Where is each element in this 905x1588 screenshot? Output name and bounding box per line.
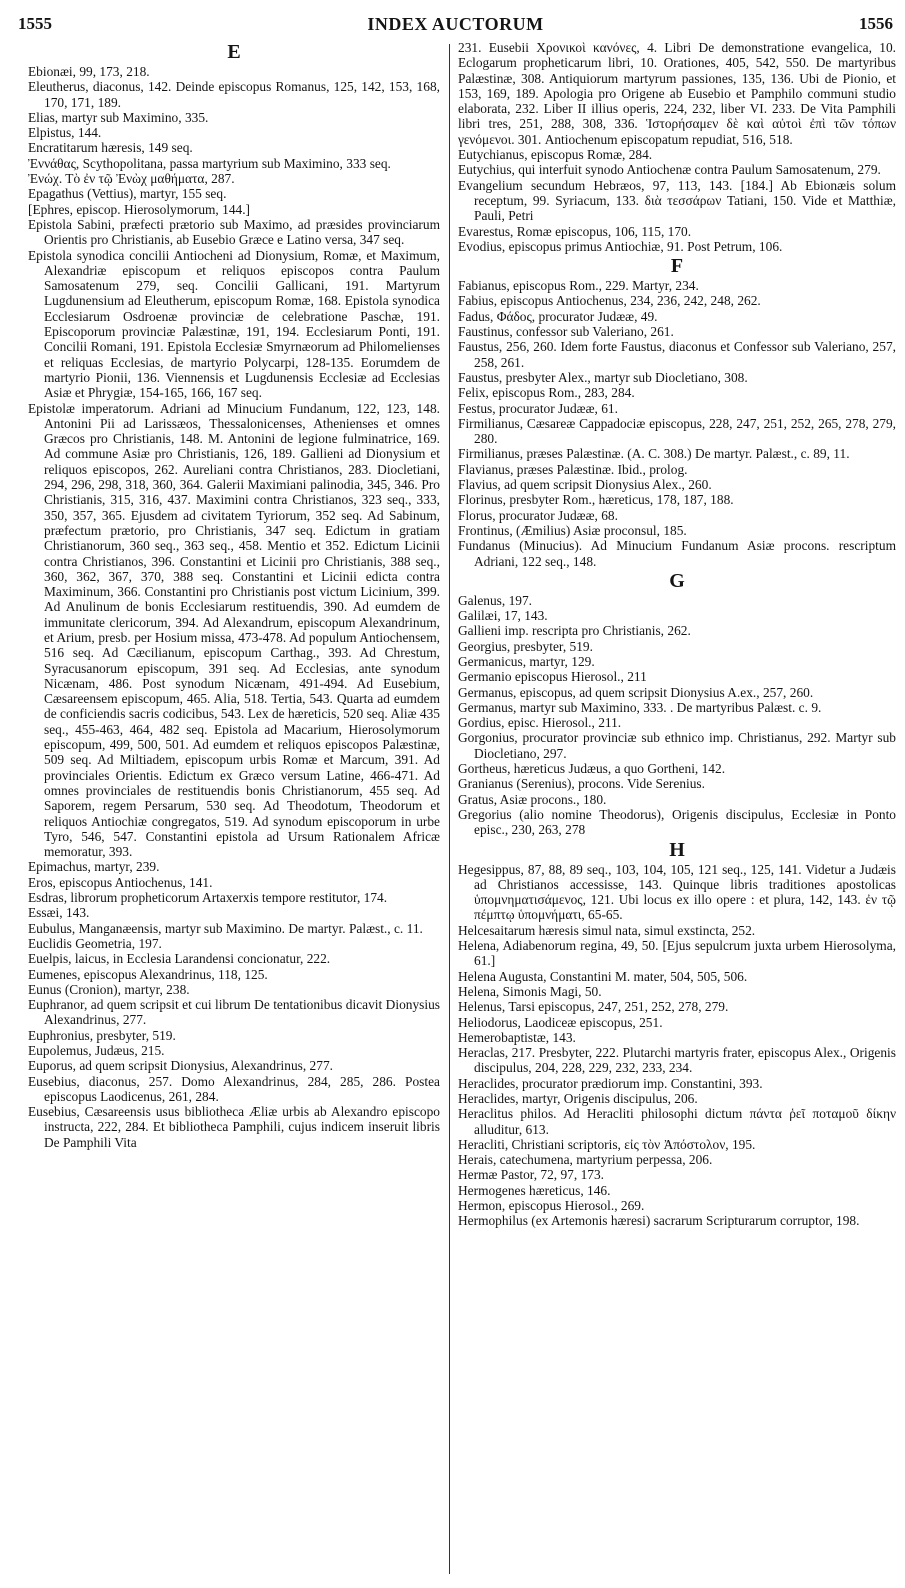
section-letter-h: H [669,838,685,861]
index-entry: Gallieni imp. rescripta pro Christianis, 262. [458,623,691,639]
index-entry: Germanicus, martyr, 129. [458,653,595,669]
index-entry: Euelpis, laicus, in Ecclesia Larandensi concionatur, 222. [28,951,331,967]
index-entry: Herais, catechumena, martyrium perpessa, 206. [458,1152,713,1168]
index-entry: Evangelium secundum Hebræos, 97, 113, 143. [184.] Ab Ebionæis solum receptum, 99. Syriacum, 133. διὰ τεσσάρων Tatiani, 150. Vide et Matthiæ, Pauli, Petri [458,177,896,224]
index-entry: Eusebius, Cæsareensis usus bibliotheca Æliæ urbis ab Alexandro episcopo instructa, 222, 284. Et bibliotheca Pamphili, cujus indicem inseruit libris De Pamphili Vita [28,1104,440,1150]
index-entry: Ἐννάθας, Scythopolitana, passa martyrium sub Maximino, 333 seq. [28,155,391,171]
page-number-right: 1556 [859,14,893,33]
section-letter-f: F [670,255,684,278]
index-entry: Epistola synodica concilii Antiocheni ad Dionysium, Romæ, et Maximum, Alexandriæ episcopum et reliquos episcopos contra Paulum Samosatenum 279, seq. Concilii Gallicani, 191. Martyrum Lugdunensium ad Eleutherum, episcopum Romæ, 168. Epistola synodica Ecclesiarum Osdroenæ provinciæ de celebratione Paschæ, 191. Episcoporum provinciæ Palæstinæ, 191, 194. Ecclesiarum Ponti, 191. Concilii Romani, 191. Epistola Ecclesiæ Smyrnæorum ad Philomelienses et reliquas Ecclesias, de martyrio Polycarpi, 128-135. Eorumdem de martyrio Pionii, 136. Viennensis et Lugdunensis Ecclesiæ ad Ecclesias Asiæ et Phrygiæ, 154-165, 166, 167 seq. [28,247,440,401]
index-entry: Evodius, episcopus primus Antiochiæ, 91. Post Petrum, 106. [458,238,783,254]
index-entry: Esdras, librorum propheticorum Artaxerxis tempore restitutor, 174. [28,890,388,906]
index-entry: Heraclitus philos. Ad Heracliti philosophi dictum πάντα ῥεῖ ποταμοῦ δίκην alluditur, 613. [458,1106,896,1137]
page-number-left: 1555 [18,14,52,33]
index-entry: Heraclides, martyr, Origenis discipulus, 206. [458,1091,698,1106]
index-entry: Encratitarum hæresis, 149 seq. [28,140,193,156]
index-entry: Euphranor, ad quem scripsit et cui librum De tentationibus dicavit Dionysius Alexandrinus, 277. [28,997,440,1028]
index-entry: Galenus, 197. [458,592,533,608]
index-entry: Florinus, presbyter Rom., hæreticus, 178, 187, 188. [458,492,734,508]
e-entry-list [28,64,440,1150]
index-entry: Firmilianus, præses Palæstinæ. (A. C. 308.) De martyr. Palæst., c. 89, 11. [458,446,850,462]
index-entry: Eunus (Cronion), martyr, 238. [28,981,190,997]
section-letter-e: E [227,41,241,63]
index-entry: Essæi, 143. [28,905,90,921]
index-entry: Eubulus, Manganæensis, martyr sub Maximino. De martyr. Palæst., c. 11. [28,920,423,936]
index-entry: Fadus, Φάδος, procurator Judææ, 49. [458,308,658,324]
index-entry: Hermogenes hæreticus, 146. [458,1182,611,1198]
index-entry: Helena, Simonis Magi, 50. [458,983,602,999]
index-entry: Eutychius, qui interfuit synodo Antiochenæ contra Paulum Samosatenum, 279. [458,162,881,178]
index-entry: Epistola Sabini, præfecti prætorio sub Maximo, ad præsides provinciarum Orientis pro Christianis, ab Eusebio Græce e Latino versa, 347 seq. [28,216,440,248]
index-entry: Epistolæ imperatorum. Adriani ad Minucium Fundanum, 122, 123, 148. Antonini Pii ad Larissæos, Thessalonicenses, Athenienses et omnes Græcos pro Christianis, 148. M. Antonini de legione fulminatrice, 169. Ad commune Asiæ pro Christianis, 126, 189. Gallieni ad Dionysium et reliquos episcopos, 262. Aureliani contra Christianos, 283. Diocletiani, 294, 296, 298, 318, 360, 364. Galerii Maximiani palinodia, 345, 346. Pro Christianis, 315, 316, 437. Maximini contra Christianos, 323 seq., 333, 350, 357, 365. Ejusdem ad civitatem Tyriorum, 352 seq. Ad Sabinum, præfectum prætorio, pro Christianis, 347 seq. Edictum in gratiam Christianorum, 360 seq., 363 seq., 458. Mentio et 352. Edictum Licinii contra Christianos, 396. Constantini et Licinii pro Christianis, 388 seq., 360, 362, 367, 370, 388 seq. Constantini et Licinii edicta contra Maximinum, 366. Constantini pro Christianis post victum Licinium, 399. Ad Anulinum de bonis Ecclesiarum restituendis, 390. Ad eumdem de immunitate clericorum, 394. Ad Alexandrum, episcopum Alexandrinum, et Arium, presb. per Hosium missa, 473-478. Ad populum Antiochensem, 516 seq. Ad Cæcilianum, episcopum Carthag., 393. Ad Chrestum, Syracusanorum episcopum, 391 seq. Ad Ecclesias, ante synodum Nicænam, 486. Post synodum Nicænam, 491-494. Ad Eusebium, Cæsareensem episcopum, 465. Alia, 518. Tertia, 543. Quarta ad eumdem de conficiendis sacris codicibus, 543. Lex de hæreticis, 520 seq. Aliæ 435 seq., 455-463, 464, 482 seq. Epistola ad Macarium, Hierosolymorum episcopum, 499, 500, 501. Ad eumdem et reliquos episcopos Palæstinæ, 509 seq. Ad Miltiadem, episcopum urbis Romæ et Marcum, 391. Ad provinciales Orientis. Edictum ex Græco versum Latine, 466-471. Ad omnes provinciales de restituendis bonis Christianorum, 455 seq. Ad Saporem, regem Persarum, 530 seq. Ad Theodotum, Theodorum et reliquos Antiochiæ congregatos, 519. Ad synodum episcoporum in urbe Tyro, 546, 547. Constantini epistola ad Ursum Rationalem Africæ memoratur, 393. [28,400,440,860]
index-entry: Elpistus, 144. [28,125,102,141]
index-entry: Gorgonius, procurator provinciæ sub ethnico imp. Christianus, 292. Martyr sub Diocletiano, 297. [458,730,896,761]
index-entry: Felix, episcopus Rom., 283, 284. [458,385,635,401]
index-entry: Heliodorus, Laodiceæ episcopus, 251. [458,1014,663,1030]
index-entry: Gratus, Asiæ procons., 180. [458,791,607,807]
right-column [458,40,896,1229]
index-entry: Gregorius (alio nomine Theodorus), Origenis discipulus, Ecclesiæ in Ponto episc., 230, 263, 278 [458,806,896,838]
index-entry: Heraclides, procurator prædiorum imp. Constantini, 393. [458,1075,763,1091]
index-entry: Flavius, ad quem scripsit Dionysius Alex., 260. [458,477,712,493]
continued-entry-list [458,40,896,147]
index-entry: Hermophilus (ex Artemonis hæresi) sacrarum Scripturarum corruptor, 198. [458,1213,860,1229]
index-entry: Helena Augusta, Constantini M. mater, 504, 505, 506. [458,968,748,984]
index-entry: Eupolemus, Judæus, 215. [28,1043,165,1058]
index-entry: Helcesaitarum hæresis simul nata, simul exstincta, 252. [458,922,756,938]
index-entry: Euporus, ad quem scripsit Dionysius, Alexandrinus, 277. [28,1058,333,1074]
section-letter-g: G [669,569,685,592]
index-entry: Faustus, presbyter Alex., martyr sub Diocletiano, 308. [458,369,748,385]
index-entry: Frontinus, (Æmilius) Asiæ proconsul, 185. [458,522,687,538]
index-entry: Eleutherus, diaconus, 142. Deinde episcopus Romanus, 125, 142, 153, 168, 170, 171, 189. [28,79,440,110]
index-entry: Eumenes, episcopus Alexandrinus, 118, 125. [28,966,268,982]
index-entry: [Ephres, episcop. Hierosolymorum, 144.] [28,201,251,217]
index-entry: Florus, procurator Judææ, 68. [458,507,618,523]
index-entry: Evarestus, Romæ episcopus, 106, 115, 170. [458,223,692,239]
f-entry-list [458,278,896,569]
index-entry: Faustinus, confessor sub Valeriano, 261. [458,324,674,340]
index-entry: Hemerobaptistæ, 143. [458,1029,576,1045]
index-entry: Hermon, episcopus Hierosol., 269. [458,1198,645,1214]
index-entry: Granianus (Serenius), procons. Vide Serenius. [458,776,705,792]
left-column [28,40,440,1150]
h-entry-list [458,862,896,1229]
continued-index-entry: 231. Eusebii Χρονικοὶ κανόνες, 4. Libri De demonstratione evangelica, 10. Eclogarum propheticarum libri, 10. Orationes, 405, 542, 550. De martyribus Palæstinæ, 308. Antiquiorum martyrum passiones, 135, 136. Ubi de Pionio, et 153, 169, 189. Apologia pro Origene ab Eusebio et Pamphilo communi studio elaborata, 232. Liber II illius operis, 224, 232, liber VI. 233. De Vita Pamphili libri tres, 251, 288, 308, 336. Ἱστορήσαμεν δὲ καὶ αὐτοὶ ἐπὶ τῶν τόπων γενόμενοι. 301. Antiochenum episcopatum repudiat, 516, 518. [458,40,896,147]
index-entry: Festus, procurator Judææ, 61. [458,400,618,416]
page-header [18,14,893,38]
index-entry: Elias, martyr sub Maximino, 335. [28,109,209,125]
index-entry: Firmilianus, Cæsareæ Cappadociæ episcopus, 228, 247, 251, 252, 265, 278, 279, 280. [458,415,896,447]
index-entry: Gordius, episc. Hierosol., 211. [458,715,622,731]
index-entry: Galilæi, 17, 143. [458,608,548,624]
e-entry-list-continued [458,147,896,254]
index-entry: Heracliti, Christiani scriptoris, εἰς τὸν Ἀπόστολον, 195. [458,1136,756,1152]
index-entry: Euphronius, presbyter, 519. [28,1027,176,1043]
running-title: INDEX AUCTORUM [367,14,544,34]
index-entry: Germanio episcopus Hierosol., 211 [458,669,647,685]
index-entry: Germanus, martyr sub Maximino, 333. . De martyribus Palæst. c. 9. [458,699,822,715]
index-entry: Hermæ Pastor, 72, 97, 173. [458,1167,605,1183]
index-entry: Hegesippus, 87, 88, 89 seq., 103, 104, 105, 121 seq., 125, 141. Videtur a Judæis ad Christianos accessisse, 143. Quinque libris traditiones apostolicas ὑπομνηματισάμενος, 121. Ubi locus ex illo opere : et plura, 142, 143. ἐν τῷ πέμπτῳ ὑπομνήματι, 65-65. [458,861,896,923]
index-entry: Fundanus (Minucius). Ad Minucium Fundanum Asiæ procons. rescriptum Adriani, 122 seq., 148. [458,538,896,569]
index-entry: Faustus, 256, 260. Idem forte Faustus, diaconus et Confessor sub Valeriano, 257, 258, 261. [458,339,896,370]
index-entry: Fabianus, episcopus Rom., 229. Martyr, 234. [458,278,699,294]
index-entry: Ebionæi, 99, 173, 218. [28,64,150,79]
index-entry: Helenus, Tarsi episcopus, 247, 251, 252, 278, 279. [458,999,729,1015]
g-entry-list [458,593,896,838]
index-entry: Fabius, episcopus Antiochenus, 234, 236, 242, 248, 262. [458,293,761,309]
column-divider [449,44,450,1574]
index-entry: Epimachus, martyr, 239. [28,859,160,875]
index-entry: Eusebius, diaconus, 257. Domo Alexandrinus, 284, 285, 286. Postea episcopus Laodicenus, 261, 284. [28,1073,440,1104]
index-entry: Gortheus, hæreticus Judæus, a quo Gortheni, 142. [458,761,726,777]
index-entry: Eros, episcopus Antiochenus, 141. [28,874,213,890]
index-entry: Helena, Adiabenorum regina, 49, 50. [Ejus sepulcrum juxta urbem Hierosolyma, 61.] [458,938,896,969]
index-entry: Ἐνώχ. Τὸ ἐν τῷ Ἐνὼχ μαθήματα, 287. [28,171,235,187]
index-entry: Euclidis Geometria, 197. [28,935,162,951]
index-entry: Flavianus, præses Palæstinæ. Ibid., prolog. [458,461,688,477]
index-entry: Epagathus (Vettius), martyr, 155 seq. [28,186,227,202]
index-entry: Eutychianus, episcopus Romæ, 284. [458,147,653,163]
index-entry: Georgius, presbyter, 519. [458,638,593,654]
index-entry: Germanus, episcopus, ad quem scripsit Dionysius A.ex., 257, 260. [458,684,814,700]
index-entry: Heraclas, 217. Presbyter, 222. Plutarchi martyris frater, episcopus Alex., Origenis discipulus, 204, 228, 229, 232, 233, 234. [458,1045,896,1076]
